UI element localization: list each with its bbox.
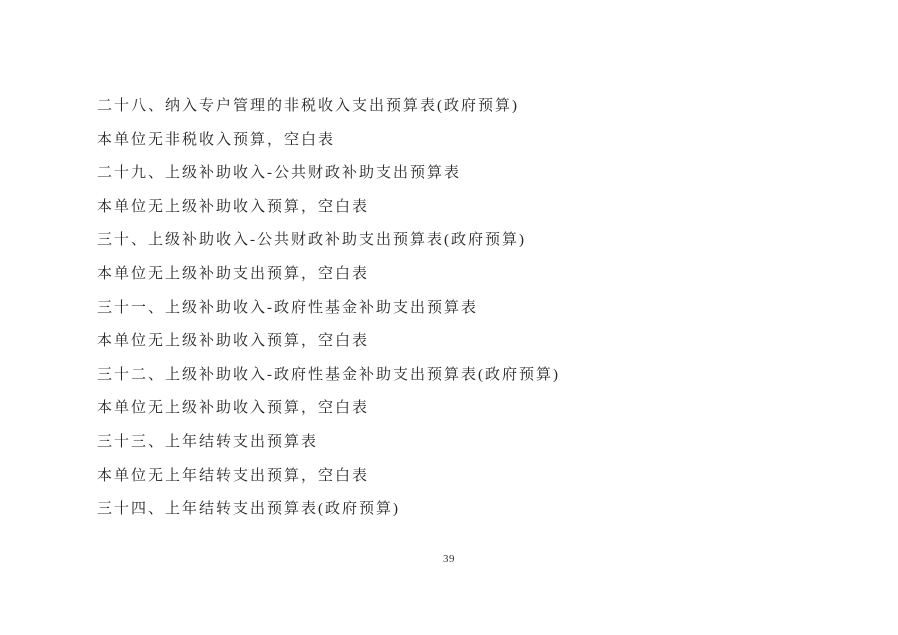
- document-line: 三十二、上级补助收入-政府性基金补助支出预算表(政府预算): [97, 366, 560, 383]
- document-line: 本单位无上级补助支出预算，空白表: [97, 265, 370, 282]
- document-line: 三十三、上年结转支出预算表: [97, 433, 319, 450]
- page-number: 39: [443, 553, 455, 565]
- document-line: 本单位无上年结转支出预算，空白表: [97, 467, 370, 484]
- document-line: 三十一、上级补助收入-政府性基金补助支出预算表: [97, 299, 478, 316]
- document-line: 本单位无上级补助收入预算，空白表: [97, 198, 370, 215]
- document-line: 本单位无上级补助收入预算，空白表: [97, 400, 370, 417]
- document-body: [97, 90, 858, 527]
- document-line: 三十、上级补助收入-公共财政补助支出预算表(政府预算): [97, 232, 526, 249]
- document-line: 本单位无上级补助收入预算，空白表: [97, 333, 370, 350]
- document-line: 本单位无非税收入预算，空白表: [97, 131, 336, 148]
- document-line: 二十九、上级补助收入-公共财政补助支出预算表: [97, 165, 461, 182]
- document-line: 三十四、上年结转支出预算表(政府预算): [97, 501, 400, 518]
- document-line: 二十八、纳入专户管理的非税收入支出预算表(政府预算): [97, 98, 519, 114]
